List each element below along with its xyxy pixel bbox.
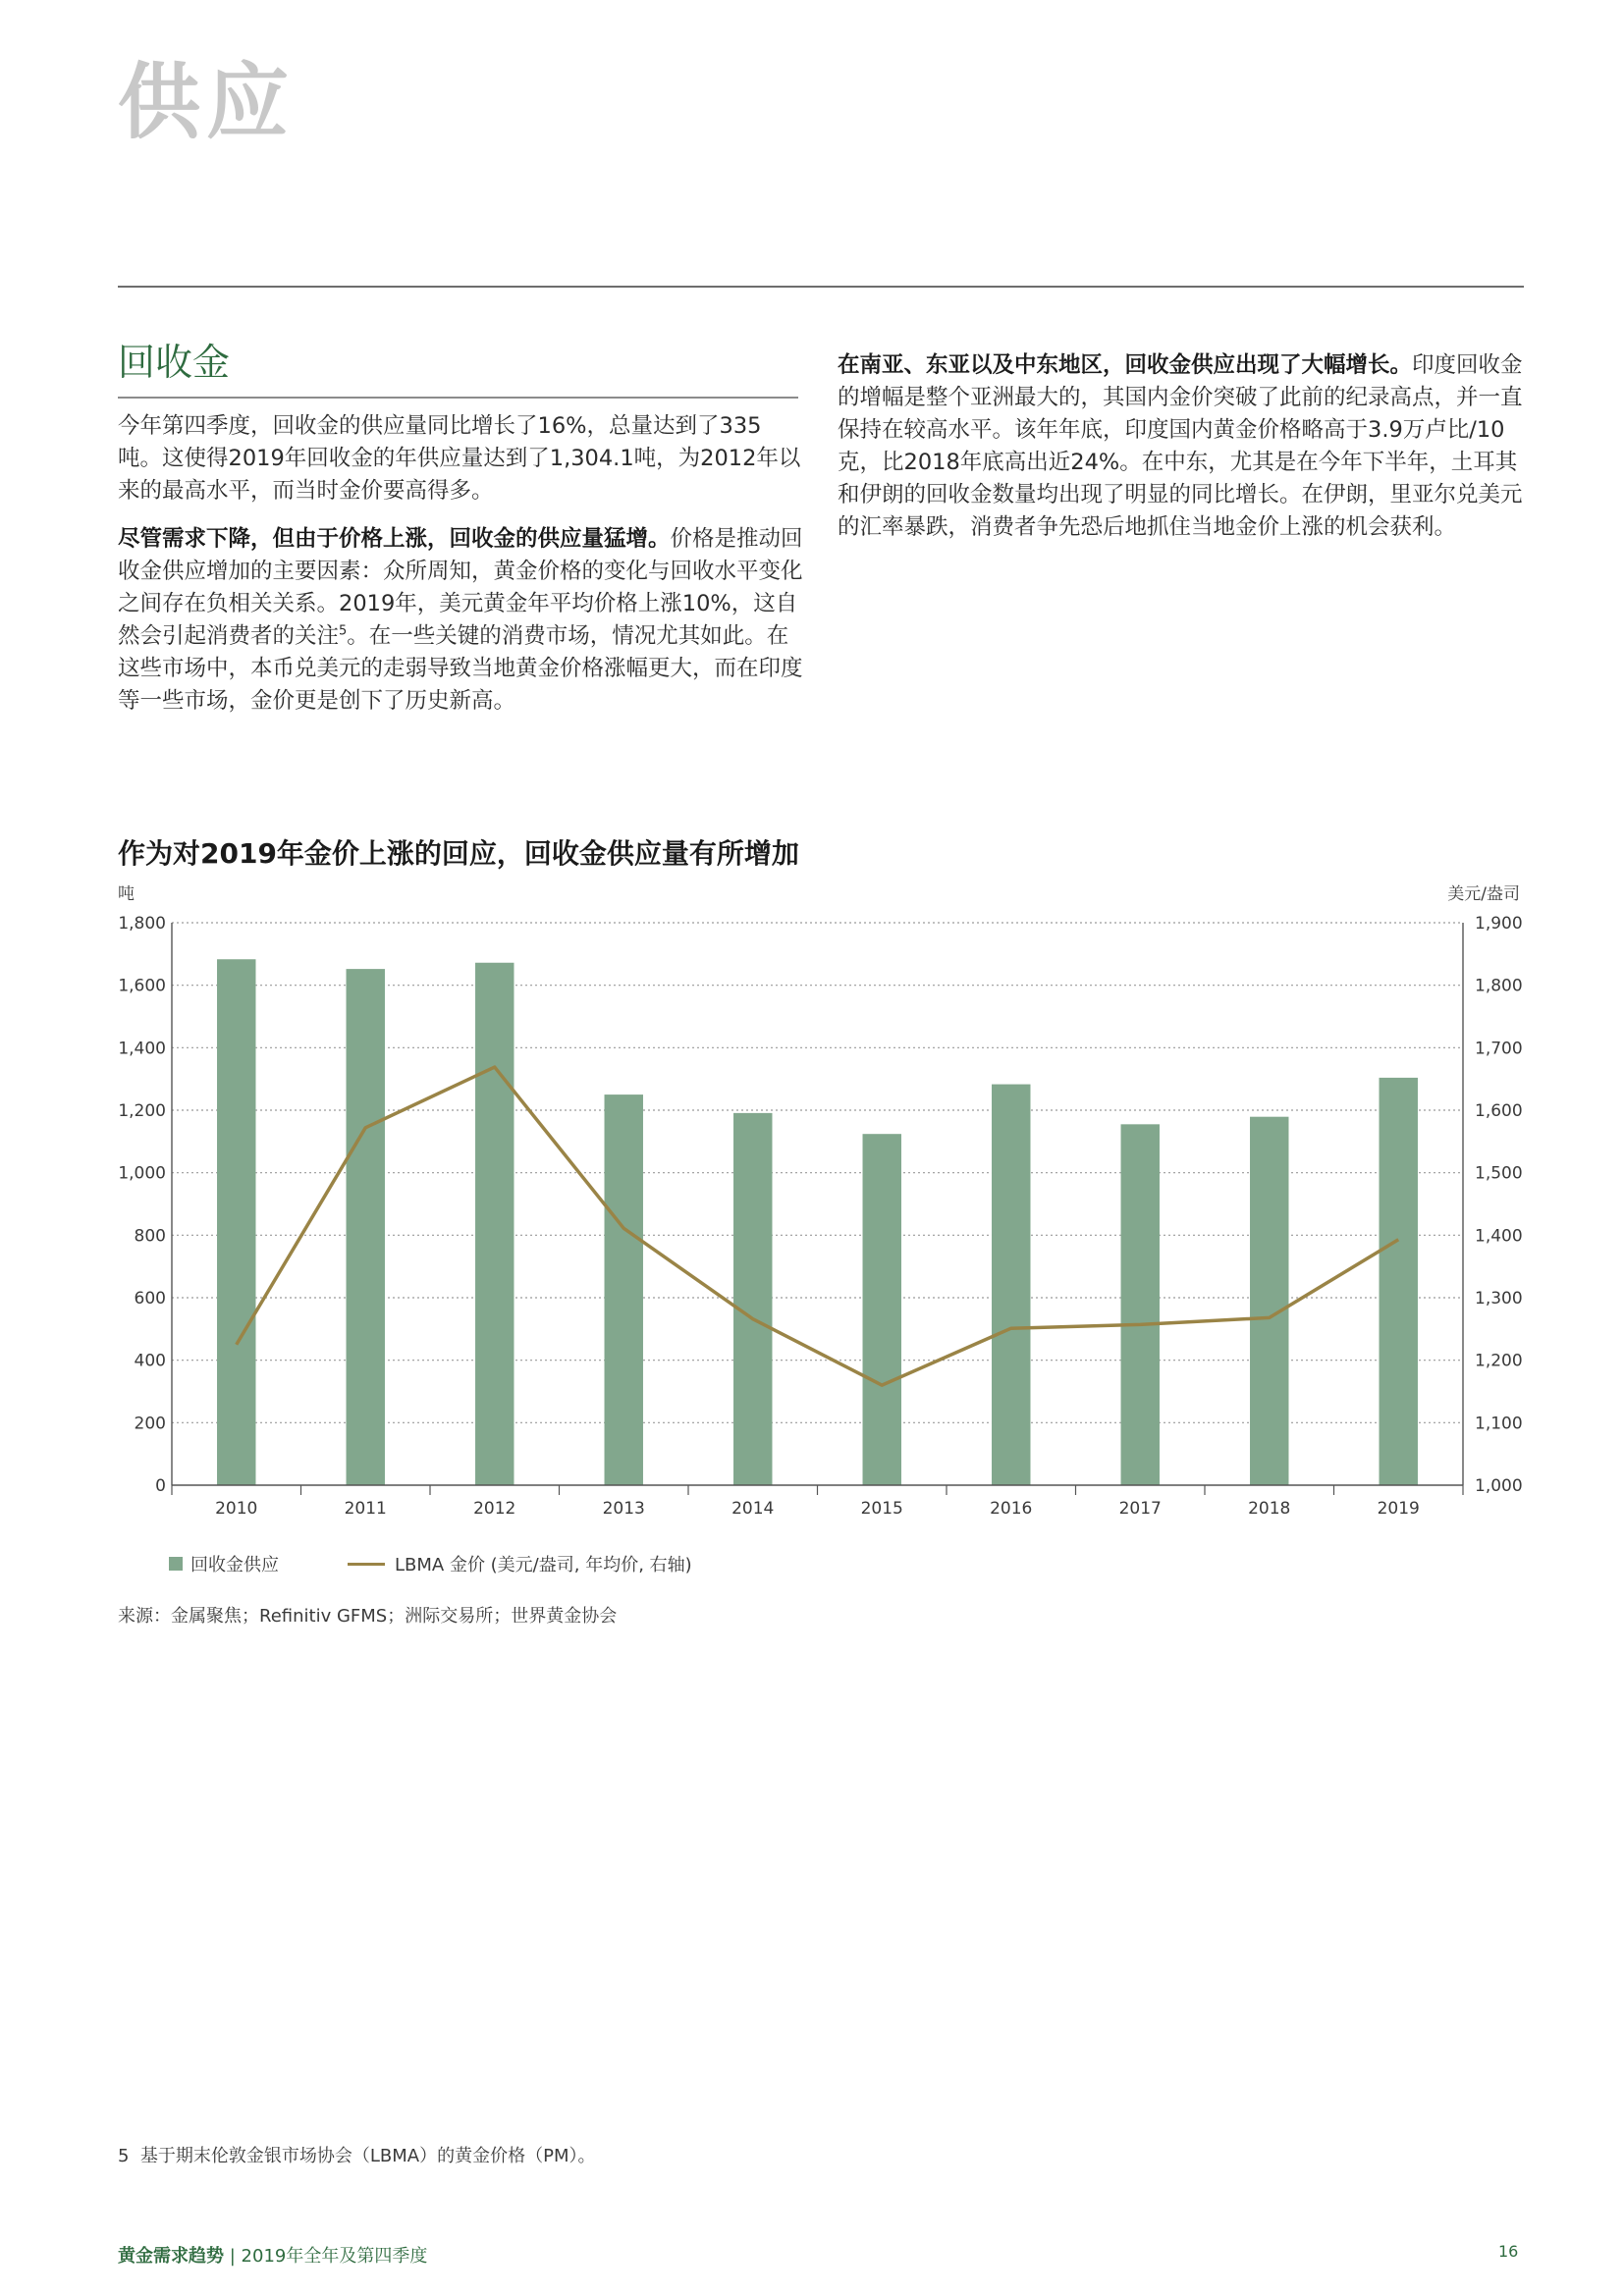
y-right-tick-label: 1,700 [1475,1039,1523,1059]
y-axis-left-label: 吨 [118,884,135,904]
bar-2019 [1380,1078,1418,1485]
y-left-tick-label: 400 [134,1351,166,1371]
bar-2013 [605,1095,643,1485]
legend-line-label: LBMA 金价 (美元/盎司, 年均价, 右轴) [395,1555,692,1575]
y-left-tick-label: 600 [134,1289,166,1308]
bar-2012 [475,963,514,1485]
y-right-tick-label: 1,300 [1475,1289,1523,1308]
paragraph-3-lead: 在南亚、东亚以及中东地区，回收金供应出现了大幅增长。 [838,352,1413,378]
x-tick-label: 2016 [990,1499,1033,1519]
article-subhead: 回收金 [118,341,231,384]
footer-separator: | [229,2246,236,2267]
y-left-tick-label: 1,200 [118,1101,166,1121]
y-left-tick-label: 0 [155,1476,166,1496]
x-tick-label: 2015 [860,1499,903,1519]
footer-edition: 2019年全年及第四季度 [241,2246,428,2267]
footnote-number: 5 [118,2146,130,2166]
recycling-chart [108,874,1532,1541]
y-right-tick-label: 1,800 [1475,976,1523,996]
x-tick-label: 2012 [473,1499,516,1519]
legend-line-swatch [348,1563,385,1566]
footer-publication-name: 黄金需求趋势 [118,2246,224,2267]
paragraph-2-end: 。在一些关键的消费市场，情况尤其如此。在这些市场中，本币兑美元的走弱导致当地黄金价格涨幅更大，而在印度等一些市场，金价更是创下了历史新高。 [118,623,803,714]
section-title: 供应 [118,54,296,150]
header-divider [118,286,1524,288]
y-left-tick-label: 1,600 [118,976,166,996]
y-right-tick-label: 1,200 [1475,1351,1523,1371]
footnote-text: 基于期末伦敦金银市场协会（LBMA）的黄金价格（PM）。 [139,2146,596,2166]
paragraph-2 [118,523,805,718]
footer-publication [118,2242,427,2268]
x-tick-label: 2014 [731,1499,775,1519]
x-tick-label: 2017 [1118,1499,1162,1519]
y-right-tick-label: 1,100 [1475,1414,1523,1434]
bar-2017 [1121,1124,1160,1485]
paragraph-2-body: 价格是推动回收金供应增加的主要因素：众所周知，黄金价格的变化与回收水平变化之间存在负相关关系。2019年，美元黄金年平均价格上涨10%，这自然会引起消费者的关注 [118,526,803,649]
x-tick-label: 2019 [1377,1499,1420,1519]
y-right-tick-label: 1,900 [1475,914,1523,934]
page-number: 16 [1498,2242,1519,2261]
paragraph-3-body: 印度回收金的增幅是整个亚洲最大的，其国内金价突破了此前的纪录高点，并一直保持在较高水平。该年年底，印度国内黄金价格略高于3.9万卢比/10克，比2018年底高出近24%。在中东，尤其是在今年下半年，土耳其和伊朗的回收金数量均出现了明显的同比增长。在伊朗，里亚尔兑美元的汇率暴跌，消费者争先恐后地抓住当地金价上涨的机会获利。 [838,352,1523,540]
footnote [118,2142,596,2167]
y-left-tick-label: 1,400 [118,1039,166,1059]
legend-bar-label: 回收金供应 [190,1555,279,1575]
bar-2016 [992,1085,1030,1485]
bar-2015 [863,1134,901,1485]
y-right-tick-label: 1,500 [1475,1163,1523,1184]
y-left-tick-label: 200 [134,1414,166,1434]
bar-2011 [347,969,385,1485]
bar-2018 [1250,1117,1288,1485]
chart-legend [169,1551,692,1576]
x-tick-label: 2010 [215,1499,258,1519]
article-left-column [118,410,805,733]
subhead-divider [118,397,798,399]
paragraph-1: 今年第四季度，回收金的供应量同比增长了16%，总量达到了335吨。这使得2019年回收金的年供应量达到了1,304.1吨，为2012年以来的最高水平，而当时金价要高得多。 [118,413,801,504]
chart-source: 来源：金属聚焦；Refinitiv GFMS；洲际交易所；世界黄金协会 [118,1606,618,1627]
paragraph-3 [838,349,1525,544]
y-right-tick-label: 1,400 [1475,1226,1523,1247]
x-tick-label: 2013 [602,1499,645,1519]
legend-bar-swatch [169,1557,183,1571]
article-right-column [838,349,1525,560]
footnote-ref[interactable]: 5 [339,623,348,639]
y-left-tick-label: 1,800 [118,914,166,934]
bar-2010 [217,959,255,1485]
y-axis-right-label: 美元/盎司 [1447,884,1520,904]
x-tick-label: 2018 [1248,1499,1291,1519]
bar-2014 [733,1113,772,1485]
x-tick-label: 2011 [344,1499,387,1519]
gold-price-line [237,1067,1399,1385]
y-left-tick-label: 1,000 [118,1163,166,1184]
chart-title: 作为对2019年金价上涨的回应，回收金供应量有所增加 [118,837,799,870]
y-left-tick-label: 800 [134,1226,166,1247]
y-right-tick-label: 1,600 [1475,1101,1523,1121]
y-right-tick-label: 1,000 [1475,1476,1523,1496]
paragraph-2-lead: 尽管需求下降，但由于价格上涨，回收金的供应量猛增。 [118,526,671,552]
